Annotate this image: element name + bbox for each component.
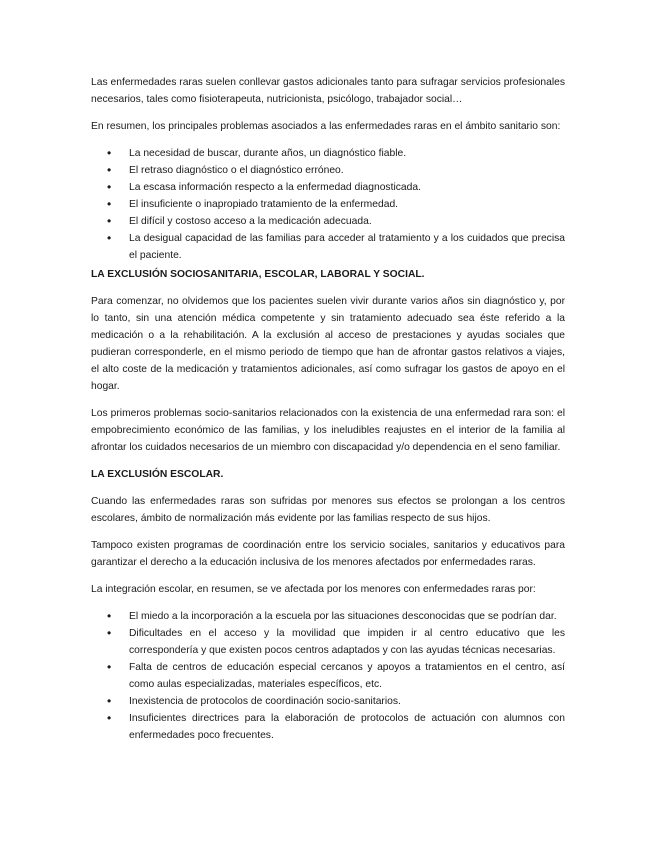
bullet-list [91, 608, 565, 744]
paragraph: La integración escolar, en resumen, se ve afectada por los menores con enfermedades raras por: [91, 584, 536, 595]
bullet-list [91, 145, 565, 264]
document-page [91, 74, 565, 752]
section-heading: LA EXCLUSIÓN ESCOLAR. [91, 469, 224, 480]
list-item: • Falta de centros de educación especial cercanos y apoyos a tratamientos en el centro, así como aulas especializadas, materiales específicos, etc. [91, 659, 565, 693]
paragraph: Los primeros problemas socio-sanitarios relacionados con la existencia de una enfermedad rara son: el empobrecimiento económico de las familias, y los ineludibles reajustes en el interior de la familia al afrontar los cuidados necesarios de un miembro con discapacidad y/o dependencia en el seno familiar. [91, 408, 565, 453]
paragraph: Cuando las enfermedades raras son sufridas por menores sus efectos se prolongan a los centros escolares, ámbito de normalización más evidente por las familias respecto de sus hijos. [91, 496, 565, 524]
list-item: • Insuficientes directrices para la elaboración de protocolos de actuación con alumnos con enfermedades poco frecuentes. [91, 710, 565, 744]
paragraph: En resumen, los principales problemas asociados a las enfermedades raras en el ámbito sanitario son: [91, 121, 561, 132]
list-item: • El retraso diagnóstico o el diagnóstico erróneo. [91, 162, 565, 179]
list-item: • El insuficiente o inapropiado tratamiento de la enfermedad. [91, 196, 565, 213]
section-heading: LA EXCLUSIÓN SOCIOSANITARIA, ESCOLAR, LABORAL Y SOCIAL. [91, 269, 425, 280]
paragraph: Tampoco existen programas de coordinación entre los servicio sociales, sanitarios y educativos para garantizar el derecho a la educación inclusiva de los menores afectados por enfermedades raras. [91, 540, 565, 568]
list-item: • El miedo a la incorporación a la escuela por las situaciones desconocidas que se podrían dar. [91, 608, 565, 625]
list-item: • Dificultades en el acceso y la movilidad que impiden ir al centro educativo que les correspondería y que existen pocos centros adaptados y con las ayudas técnicas necesarias. [91, 625, 565, 659]
list-item: • La escasa información respecto a la enfermedad diagnosticada. [91, 179, 565, 196]
list-item: • Inexistencia de protocolos de coordinación socio-sanitarios. [91, 693, 565, 710]
list-item: • La desigual capacidad de las familias para acceder al tratamiento y a los cuidados que precisa el paciente. [91, 230, 565, 264]
list-item: • La necesidad de buscar, durante años, un diagnóstico fiable. [91, 145, 565, 162]
list-item: • El difícil y costoso acceso a la medicación adecuada. [91, 213, 565, 230]
paragraph: Para comenzar, no olvidemos que los pacientes suelen vivir durante varios años sin diagnóstico y, por lo tanto, sin una atención médica competente y sin tratamiento adecuado sea éste referido a la medicación o a la rehabilitación. A la exclusión al acceso de prestaciones y ayudas sociales que pudieran corresponderle, en el mismo periodo de tiempo que han de afrontar gastos relativos a viajes, el alto coste de la medicación y tratamientos adicionales, así como sufragar los gastos de apoyo en el hogar. [91, 296, 565, 392]
paragraph: Las enfermedades raras suelen conllevar gastos adicionales tanto para sufragar servicios profesionales necesarios, tales como fisioterapeuta, nutricionista, psicólogo, trabajador social… [91, 77, 565, 105]
